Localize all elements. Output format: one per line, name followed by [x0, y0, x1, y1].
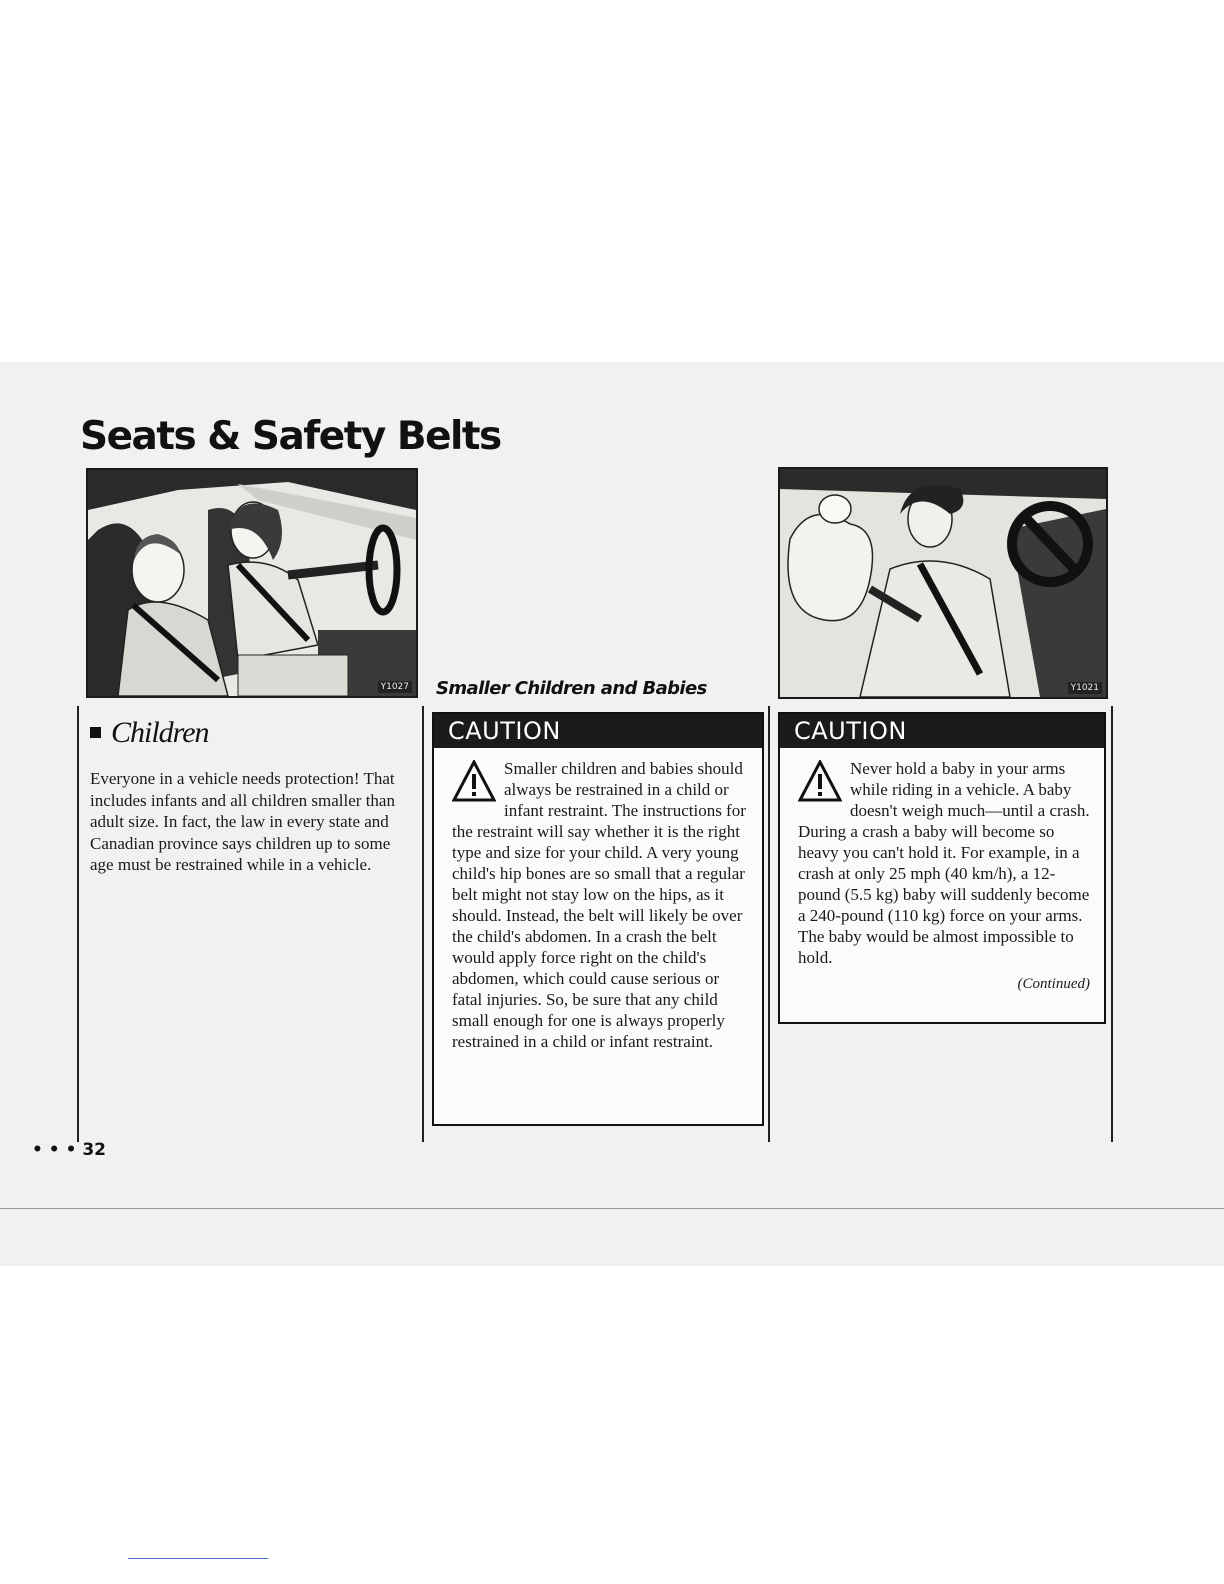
holding-baby-warning-illustration — [778, 467, 1108, 699]
caution-label: CAUTION — [780, 714, 1104, 748]
section-heading-children — [90, 716, 209, 750]
column-rule-far-right — [1111, 706, 1113, 1142]
caution-text: Never hold a baby in your arms while riding in a vehicle. A baby doesn't weigh much—until a crash. During a crash a baby will become so heavy you can't hold it. For example, in a crash at only 25 mph (40 km/h), a 12-pound (5.5 kg) baby will suddenly become a 240-pound (110 kg) force on your arms. The baby would be almost impossible to hold. — [798, 759, 1090, 967]
children-body-text: Everyone in a vehicle needs protection! That includes infants and all children smaller than adult size. In fact, the law in every state and Canadian province says children up to some age must be restrained while in a vehicle. — [90, 769, 395, 874]
page-title: Seats & Safety Belts — [80, 414, 501, 459]
caution-body — [780, 748, 1104, 995]
column-rule-right — [768, 706, 770, 1142]
caution-text: Smaller children and babies should always be restrained in a child or infant restraint. The instructions for the restraint will say whether it is the right type and size for your child. A very young child's hip bones are so small that a regular belt might not stay low on the hips, as it should. Instead, the belt will likely be over the child's abdomen. In a crash the belt would apply force right on the child's abdomen, which could cause serious or fatal injuries. So, be sure that any child small enough for one is always properly restrained in a child or infant restraint. — [452, 759, 746, 1051]
column-rule-left — [77, 706, 79, 1142]
bullet-square-icon — [90, 727, 101, 738]
caution-label: CAUTION — [434, 714, 762, 748]
bottom-link-rule — [128, 1558, 268, 1559]
caution-body — [434, 748, 762, 1052]
section-heading-text: Children — [111, 716, 209, 749]
figure-code: Y1021 — [1068, 682, 1102, 694]
footer-rule — [0, 1208, 1224, 1209]
subsection-heading: Smaller Children and Babies — [436, 678, 707, 699]
page-number: • • • 32 — [32, 1140, 107, 1160]
caution-box-restraint — [432, 712, 764, 1126]
car-interior-drawing — [88, 470, 416, 696]
warning-triangle-icon — [452, 760, 496, 802]
caution-box-baby — [778, 712, 1106, 1024]
column-rule-middle — [422, 706, 424, 1142]
baby-airbag-drawing — [780, 469, 1106, 697]
continued-note: (Continued) — [1017, 976, 1090, 992]
figure-code: Y1027 — [378, 681, 412, 693]
adult-child-seatbelt-illustration — [86, 468, 418, 698]
warning-triangle-icon — [798, 760, 842, 802]
